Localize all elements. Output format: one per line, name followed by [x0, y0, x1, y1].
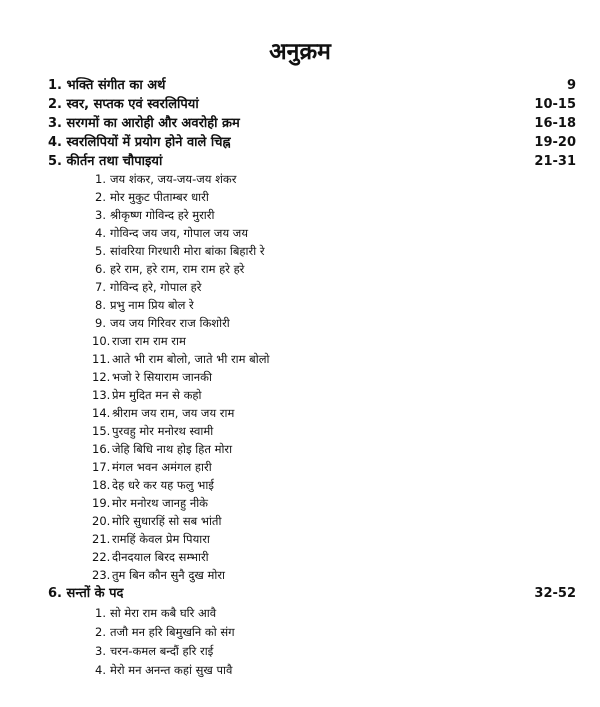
item-title: प्रेम मुदित मन से कहो: [112, 388, 202, 402]
toc-item: [92, 386, 492, 404]
item-title: जय शंकर, जय-जय-जय शंकर: [110, 172, 237, 186]
item-title: जय जय गिरिवर राज किशोरी: [110, 316, 230, 330]
section-title: भक्ति संगीत का अर्थ: [66, 78, 166, 93]
item-title: पुरवहु मोर मनोरथ स्वामी: [112, 424, 214, 438]
section-pages: 10-15: [534, 97, 576, 112]
item-title: तजौ मन हरि बिमुखनि को संग: [110, 625, 235, 639]
section-title: कीर्तन तथा चौपाइयां: [66, 154, 163, 169]
section-pages: 19-20: [534, 135, 576, 150]
page-title: अनुक्रम: [269, 39, 331, 65]
item-title: मोर मुकुट पीताम्बर धारी: [110, 190, 209, 204]
section-number: 4.: [48, 135, 62, 150]
item-number: 13.: [92, 388, 111, 402]
item-number: 2.: [95, 190, 106, 204]
item-title: श्रीराम जय राम, जय जय राम: [112, 406, 235, 420]
item-title: भजो रे सियाराम जानकी: [112, 370, 212, 384]
item-number: 1.: [95, 606, 106, 620]
item-title: मंगल भवन अमंगल हारी: [112, 460, 212, 474]
item-number: 4.: [95, 226, 106, 240]
toc-item: [92, 188, 492, 206]
toc-item: [92, 206, 492, 224]
toc-item: [92, 440, 492, 458]
item-title: मेरो मन अनन्त कहां सुख पावै: [110, 663, 233, 677]
section-title: स्वर, सप्तक एवं स्वरलिपियां: [66, 97, 199, 112]
item-title: गोविन्द हरे, गोपाल हरे: [110, 280, 202, 294]
toc-item: [92, 530, 492, 548]
section-pages: 32-52: [534, 586, 576, 601]
item-number: 17.: [92, 460, 111, 474]
item-title: जेहि बिधि नाथ होइ हित मोरा: [112, 442, 233, 456]
item-number: 3.: [95, 208, 106, 222]
toc-item: [92, 296, 492, 314]
item-number: 22.: [92, 550, 111, 564]
toc-section-2: [48, 95, 576, 114]
toc-item: [92, 604, 492, 622]
item-title: राजा राम राम राम: [112, 334, 186, 348]
toc-item: [92, 458, 492, 476]
item-number: 12.: [92, 370, 111, 384]
item-number: 19.: [92, 496, 111, 510]
section-number: 6.: [48, 586, 62, 601]
toc-item: [92, 170, 492, 188]
toc-item: [92, 642, 492, 660]
item-number: 14.: [92, 406, 111, 420]
toc-item: [92, 278, 492, 296]
item-number: 21.: [92, 532, 111, 546]
item-number: 2.: [95, 625, 106, 639]
section-pages: 16-18: [534, 116, 576, 131]
item-title: तुम बिन कौन सुनै दुख मोरा: [112, 568, 226, 582]
item-number: 11.: [92, 352, 111, 366]
section-title: सरगमों का आरोही और अवरोही क्रम: [66, 116, 240, 131]
item-number: 5.: [95, 244, 106, 258]
item-number: 7.: [95, 280, 106, 294]
toc-section-1: [48, 76, 576, 95]
toc-item: [92, 242, 492, 260]
item-number: 8.: [95, 298, 106, 312]
toc-item: [92, 350, 492, 368]
item-number: 1.: [95, 172, 106, 186]
item-title: रामहिं केवल प्रेम पियारा: [112, 532, 210, 546]
toc-item: [92, 404, 492, 422]
toc-item: [92, 332, 492, 350]
item-title: सांवरिया गिरधारी मोरा बांका बिहारी रे: [110, 244, 265, 258]
item-title: प्रभु नाम प्रिय बोल रे: [110, 298, 194, 312]
section-number: 2.: [48, 97, 62, 112]
section-title: स्वरलिपियों में प्रयोग होने वाले चिह्न: [66, 135, 231, 150]
item-title: सो मेरा राम कबै घरि आवै: [110, 606, 217, 620]
toc-section-4: [48, 133, 576, 152]
toc-item: [92, 661, 492, 679]
toc-item: [92, 260, 492, 278]
toc-item: [92, 623, 492, 641]
toc-section-6: [48, 584, 576, 603]
toc-item: [92, 566, 492, 584]
item-number: 10.: [92, 334, 111, 348]
section-title: सन्तों के पद: [66, 586, 124, 601]
item-title: गोविन्द जय जय, गोपाल जय जय: [110, 226, 248, 240]
toc-item: [92, 224, 492, 242]
item-title: आते भी राम बोलो, जाते भी राम बोलो: [112, 352, 270, 366]
toc-section-5: [48, 152, 576, 171]
section-pages: 9: [566, 78, 576, 93]
section-number: 5.: [48, 154, 62, 169]
toc-item: [92, 422, 492, 440]
item-title: दीनदयाल बिरद सम्भारी: [112, 550, 209, 564]
item-title: मोर मनोरथ जानहु नीके: [112, 496, 209, 510]
item-number: 20.: [92, 514, 111, 528]
item-number: 18.: [92, 478, 111, 492]
item-title: देह धरे कर यह फलु भाई: [112, 478, 214, 492]
toc-section-3: [48, 114, 576, 133]
toc-item: [92, 476, 492, 494]
item-number: 9.: [95, 316, 106, 330]
item-title: चरन-कमल बन्दौं हरि राई: [110, 644, 214, 658]
item-number: 16.: [92, 442, 111, 456]
toc-item: [92, 314, 492, 332]
item-number: 23.: [92, 568, 111, 582]
toc-item: [92, 494, 492, 512]
item-title: मोरि सुधारहिं सो सब भांती: [112, 514, 222, 528]
item-number: 3.: [95, 644, 106, 658]
item-number: 15.: [92, 424, 111, 438]
toc-item: [92, 512, 492, 530]
section-number: 1.: [48, 78, 62, 93]
item-title: हरे राम, हरे राम, राम राम हरे हरे: [110, 262, 245, 276]
toc-item: [92, 368, 492, 386]
item-title: श्रीकृष्ण गोविन्द हरे मुरारी: [110, 208, 215, 222]
toc-item: [92, 548, 492, 566]
item-number: 4.: [95, 663, 106, 677]
item-number: 6.: [95, 262, 106, 276]
section-pages: 21-31: [534, 154, 576, 169]
section-number: 3.: [48, 116, 62, 131]
